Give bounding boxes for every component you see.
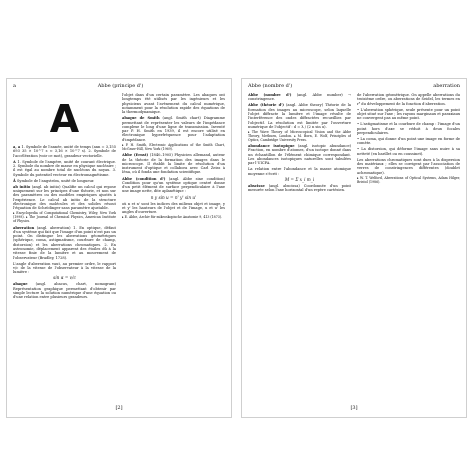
- dictionary-entry: [13, 160, 116, 177]
- entry-text: • L'astigmatisme et la courbure de champ : l'image d'un point hors d'axe se réduit à deux focales perpendiculaires.: [357, 122, 460, 135]
- entry-text: (angl. isotopic abundance) Fraction, en nombre d'atomes, d'un isotope donné dans un échantillon de l'élément chimique correspondant. Les abondances isotopiques naturelles sont tabulées par l'UICPA.: [248, 144, 351, 166]
- dictionary-entry: [357, 122, 460, 135]
- left-page-body: [13, 93, 225, 401]
- right-column-2: [357, 93, 460, 401]
- left-page-number: [2]: [115, 405, 123, 411]
- dictionary-entry: [248, 93, 351, 102]
- entry-text: ▸ Encyclopedia of Computational Chemistry, Wiley, New York (1998). ▸ The Journal of Chemical Physics, American Institute of Physics.: [13, 211, 116, 223]
- entry-text: (angl. ab initio) Qualifie un calcul qui repose uniquement sur les principes d'une théorie, et non sur des paramètres ou des modèles empiriques ajustés à l'expérience. Le calcul ab initio de la structure électronique des molécules et des solides résout l'équation de Schrödinger sans paramètre ajustable.: [13, 184, 116, 211]
- entry-text: n y sin u = n' y' sin u': [150, 194, 197, 200]
- dictionary-entry: [357, 108, 460, 121]
- dictionary-entry: [357, 147, 460, 156]
- entry-headword: aberration: [13, 225, 35, 230]
- entry-text: de l'aberration géométrique. On appelle aberrations du troisième ordre, ou aberrations de Seidel, les termes en r⁴ du développement de la fonction d'aberration.: [357, 93, 460, 106]
- dictionary-entry: [13, 185, 116, 211]
- entry-text: L'angle d'aberration vaut, au premier ordre, le rapport v/c de la vitesse de l'observateur à la vitesse de la lumière :: [13, 261, 116, 275]
- dictionary-entry: [122, 177, 225, 194]
- entry-text: M = Σ x_i m_i: [284, 176, 315, 182]
- formula: [13, 276, 116, 280]
- entry-text: 1. Symbole de l'ampère, unité de courant électrique. 2. Symbole du nombre de masse en physique nucléaire ; il est égal au nombre total de nucléons du noyau. 3. Symbole du potentiel vecteur en électromagnétisme.: [13, 159, 116, 177]
- entry-text: La relation entre l'abondance et la masse atomique moyenne s'écrit :: [248, 167, 351, 176]
- formula: [248, 178, 351, 182]
- reference: [357, 177, 460, 185]
- entry-headword: abaque de Smith: [122, 116, 160, 121]
- entry-headword: Abbe (nombre d'): [248, 93, 292, 97]
- entry-text: Symbole de l'angström, unité de longueur.: [16, 178, 95, 183]
- entry-text: ▸ W. T. Welford, Aberrations of Optical Systems, Adam Hilger, Bristol (1986).: [357, 175, 460, 184]
- dictionary-entry: [13, 145, 116, 158]
- left-page-header: [13, 82, 225, 91]
- entry-text: où n et n' sont les indices des milieux objet et image, y et y' les hauteurs de l'objet et de l'image, u et u' les angles d'ouverture.: [122, 201, 225, 215]
- dictionary-entry: [248, 184, 351, 193]
- dictionary-entry: [248, 167, 351, 176]
- entry-text: l'objet dans d'un certain paramètre. Les abaques ont longtemps été utilisés par les ingénieurs et les physiciens avant l'avènement du calcul numérique, notamment pour la résolution rapide des équations de la thermodynamique.: [122, 93, 225, 115]
- section-letter: A: [49, 97, 80, 141]
- entry-text: (angl. Smith chart) Diagramme permettant de représenter les valeurs de l'impédance complexe le long d'une ligne de transmission. Inventé par P. H. Smith en 1939, il est encore utilisé en électronique hyperfréquence pour l'adaptation d'impédance.: [122, 116, 225, 142]
- right-page-number: [3]: [350, 405, 358, 411]
- entry-text: sin α = v/c: [53, 275, 76, 281]
- entry-headword: Å: [13, 178, 16, 183]
- formula: [122, 196, 225, 200]
- dictionary-entry: [13, 179, 116, 183]
- entries: [248, 93, 351, 193]
- left-column-1: [13, 93, 116, 401]
- entry-text: ▸ P. H. Smith, Electronic Applications of the Smith Chart, McGraw-Hill, New York (1969).: [122, 142, 225, 151]
- entry-headword: abscisse: [248, 183, 265, 188]
- left-header-center: Abbe (principe d'): [97, 83, 144, 89]
- entry-headword: abondance isotopique: [248, 144, 295, 149]
- entry-text: ▸ The Wave Theory of Microscopical Vision and the Abbe Theory, Methuen, London. ▸ M. Born, E. Wolf, Principles of Optics, Cambridge University Press.: [248, 129, 351, 142]
- entries: [13, 145, 116, 300]
- right-column-1: [248, 93, 351, 401]
- left-header-left: a: [13, 83, 16, 89]
- entry-text: (angl. abscissa) Coordonnée d'un point mesurée selon l'axe horizontal d'un repère cartésien.: [248, 183, 351, 193]
- right-page-header: [248, 82, 460, 91]
- dictionary-entry: [248, 144, 351, 165]
- entry-text: 1. Symbole de l'année, unité de temps (ann = 3,155 693 35 × 10^7 s ≈ 3,16 × 10^7 s). 2. Symbole de l'accélération (voir ce mot), grandeur vectorielle.: [13, 145, 116, 158]
- reference: [122, 216, 225, 220]
- entry-text: (angl. Abbe number) → constringence.: [248, 93, 351, 102]
- dictionary-entry: [13, 282, 116, 299]
- entries: [357, 93, 460, 184]
- right-page: [241, 78, 467, 418]
- dictionary-entry: [122, 153, 225, 174]
- entry-text: ▸ E. Abbe, Archiv für mikroskopische Anatomie 9, 413 (1873).: [122, 215, 223, 220]
- right-page-footer: [248, 404, 460, 412]
- reference: [13, 212, 116, 223]
- dictionary-entry: [13, 262, 116, 275]
- entry-text: (angl. Abbe sine condition) Condition pour qu'un système optique centré donne d'un petit élément de surface perpendiculaire à l'axe une image nette, dite aplanétique :: [122, 176, 225, 194]
- right-header-right: aberration: [433, 83, 460, 89]
- entry-text: • La coma, qui donne d'un point une image en forme de comète.: [357, 137, 460, 146]
- entry-headword: ab initio: [13, 184, 31, 189]
- entry-text: Les aberrations chromatiques sont dues à la dispersion des matériaux ; elles se corrigent par l'association de verres de constringences différentes (doublet achromatique).: [357, 157, 460, 175]
- left-column-2: [122, 93, 225, 401]
- entry-headword: abaque: [13, 282, 28, 287]
- dictionary-entry: [122, 93, 225, 114]
- entry-headword: A: [13, 159, 16, 164]
- entry-text: (1840–1905) Physicien allemand, auteur de la théorie de la formation des images dans le microscope. Il établit la limite de résolution d'un instrument d'optique et collabora avec Carl Zeiss à Iéna, où il fonda une fondation scientifique.: [122, 153, 225, 175]
- entry-headword: Abbe (théorie d'): [248, 103, 284, 108]
- dictionary-entry: [13, 226, 116, 260]
- dictionary-entry: [357, 93, 460, 106]
- right-page-body: [248, 93, 460, 401]
- dictionary-entry: [248, 103, 351, 129]
- entry-headword: Abbe (Ernst): [122, 153, 149, 158]
- entry-text: (angl. abacus, chart, nomogram) Représentation graphique permettant d'obtenir par simple lecture la solution numérique d'une équation ou d'une relation entre plusieurs grandeurs.: [13, 282, 116, 300]
- entry-headword: a, a: [13, 145, 21, 149]
- entry-text: (angl. aberration) 1. En optique, défaut d'un système qui fait que l'image d'un point n'est pas un point. On distingue les aberrations géométriques (sphérique, coma, astigmatisme, courbure de champ, distorsion) et les aberrations chromatiques. 2. En astronomie, déplacement apparent des étoiles dû à la vitesse finie de la lumière et au mouvement de l'observateur (Bradley, 1728).: [13, 225, 116, 260]
- entry-text: • La distorsion, qui déforme l'image sans nuire à sa netteté (en barillet ou en coussinet).: [357, 147, 460, 156]
- dictionary-entry: [122, 116, 225, 142]
- right-header-left: Abbe (nombre d'): [248, 83, 293, 89]
- entry-headword: Abbe (condition d'): [122, 176, 166, 181]
- reference: [248, 131, 351, 142]
- entry-text: • L'aberration sphérique, seule présente pour un point objet situé sur l'axe ; les rayons marginaux et paraxiaux ne convergent pas au même point.: [357, 107, 460, 121]
- dictionary-entry: [357, 137, 460, 146]
- reference: [122, 144, 225, 152]
- dictionary-entry: [122, 202, 225, 215]
- entries: [122, 93, 225, 220]
- entry-text: (angl. Abbe theory) Théorie de la formation des images au microscope, selon laquelle l'objet diffracte la lumière et l'image résulte de l'interférence des ondes diffractées recueillies par l'objectif. La résolution est limitée par l'ouverture numérique de l'objectif : d = λ / (2 n sin u).: [248, 103, 351, 129]
- dictionary-entry: [357, 158, 460, 175]
- left-page: [6, 78, 232, 418]
- left-page-footer: [13, 404, 225, 412]
